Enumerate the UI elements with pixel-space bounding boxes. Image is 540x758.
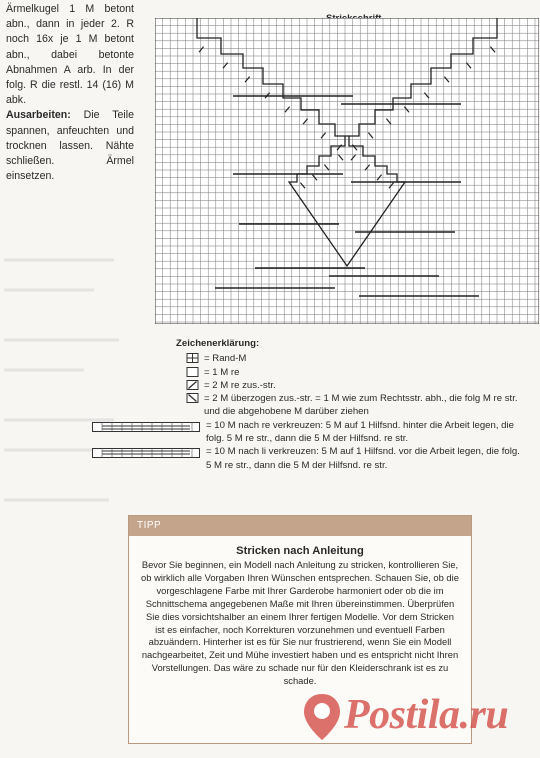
legend-heading: Zeichenerklärung: [176,338,260,349]
legend-item-cable-left [92,445,526,472]
legend-text: = Rand-M [204,353,247,365]
legend-text: = 1 M re [204,366,240,378]
finishing-text: Die Teile spannen, anfeuchten und trocknen lassen. Nähte schließen. Ärmel einsetzen. [6,109,134,183]
finishing-paragraph [6,108,134,184]
legend-text: = 10 M nach li verkreuzen: 5 M auf 1 Hilfsnd. vor die Arbeit legen, die folg. 5 M re str., dann die 5 M der Hilfsnd. re str. [206,446,520,471]
k2tog-icon [186,380,200,390]
cable-right-icon [92,422,200,432]
knit-stitch-icon [186,367,200,377]
legend-item-ssk [176,392,526,419]
tip-label: TIPP [129,516,471,536]
watermark-text: Postila.ru [344,692,509,738]
legend-text: = 2 M re zus.-str. [204,379,276,391]
watermark-logo [302,690,534,744]
finishing-label: Ausarbeiten: [6,109,71,122]
tip-body: Bevor Sie beginnen, ein Modell nach Anleitung zu stricken, kontrollieren Sie, ob wirklich alle Vorgaben Ihren Wünschen entsprechen. Schauen Sie, ob die vorgeschlagene Farbe mit Ihrer Garderobe harmoniert oder ob die im Schnittschema angegebenen Maße mit Ihren übereinstimmen. Überprüfen Sie dies vorsichtshalber an einem Ihrer fertigen Modelle. Vor dem Stricken ist es einfacher, noch Korrekturen vorzunehmen und eventuell Farben abzuändern. Hinterher ist es für Sie nur frustrierend, wenn Sie ein Modell nachgearbeitet, Zeit und Mühe investiert haben und es entspricht nicht Ihren Vorstellungen. Das wäre zu schade nur für den Kleiderschrank ist es zu schade. [141,559,459,687]
watermark-pin-icon [302,692,342,742]
legend-item-cable-right [92,419,526,446]
knitting-chart [155,18,539,324]
chart-grid [155,18,539,324]
cable-left-icon [92,448,200,458]
edge-stitch-icon [186,353,200,363]
legend-item-edge [176,352,526,365]
legend-item-k2tog [176,379,526,392]
tip-title: Stricken nach Anleitung [236,545,364,557]
legend-text: = 2 M überzogen zus.-str. = 1 M wie zum Rechtsstr. abh., die folg M re str. und die abgehobene M darüber ziehen [204,393,518,418]
knitting-instructions [6,2,134,184]
legend [176,337,526,472]
ssk-icon [186,393,200,403]
legend-text: = 10 M nach re verkreuzen: 5 M auf 1 Hilfsnd. hinter die Arbeit legen, die folg. 5 M re str., dann die 5 M der Hilfsnd. re str. [206,419,514,445]
sleeve-cap-text: Ärmelkugel 1 M betont abn., dann in jeder 2. R noch 16x je 1 M betont abn., dabei betonte Abnahmen A arb. In der folg. R die restl. 14 (16) M abk. [6,3,134,107]
legend-item-knit [176,366,526,379]
